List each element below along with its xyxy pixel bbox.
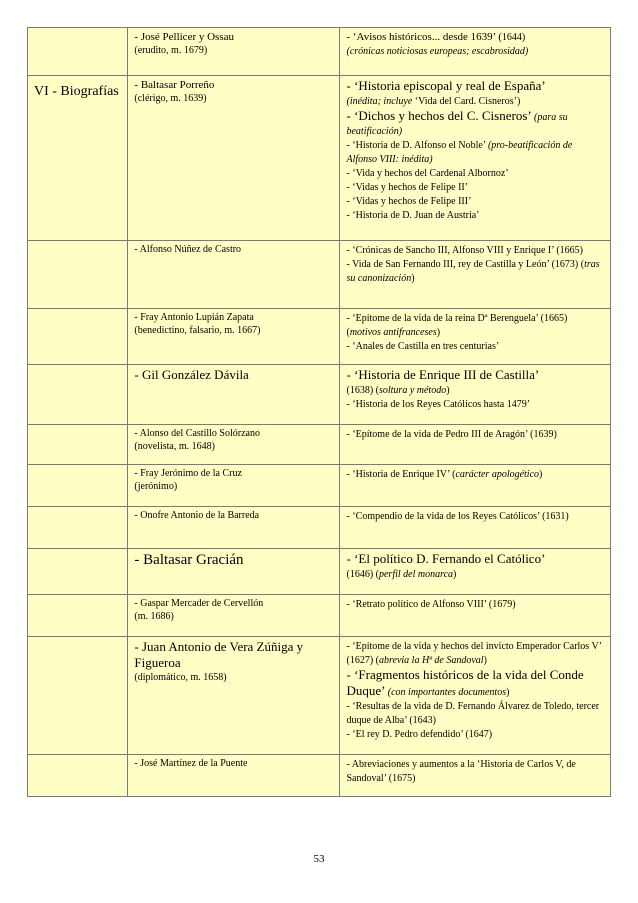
table-row — [28, 241, 611, 309]
work-comment: (con importantes documentos — [387, 687, 507, 698]
author-name: - Fray Antonio Lupián Zapata — [134, 312, 254, 323]
section-cell — [28, 755, 128, 797]
work-text: ) — [411, 273, 415, 284]
author-note: (erudito, m. 1679) — [134, 45, 208, 56]
work-comment: (pro-beatificación de Alfonso VIII: inédita) — [346, 140, 573, 165]
work-line — [346, 367, 604, 383]
author-name: - Alonso del Castillo Solórzano — [134, 428, 260, 439]
work-text: ) — [506, 687, 510, 698]
author-cell — [128, 465, 340, 507]
work-line — [346, 757, 604, 785]
table-row — [28, 595, 611, 637]
section-cell — [28, 365, 128, 425]
work-text: - ‘Historia de los Reyes Católicos hasta 1479’ — [346, 399, 531, 410]
work-text: - ‘Epítome de la vida y hechos del invicto Emperador Carlos V’ (1627) ( — [346, 641, 602, 666]
section-cell — [28, 595, 128, 637]
author-cell — [128, 637, 340, 755]
table-row — [28, 76, 611, 241]
work-line — [346, 727, 604, 741]
works-cell — [340, 425, 611, 465]
work-line — [346, 78, 604, 94]
works-cell — [340, 241, 611, 309]
section-cell — [28, 309, 128, 365]
work-line — [346, 597, 604, 611]
table-row — [28, 637, 611, 755]
author-name: - Juan Antonio de Vera Zúñiga y Figueroa — [134, 639, 304, 670]
work-text: ) — [539, 469, 543, 480]
work-comment: perfil del monarca — [378, 569, 454, 580]
author-cell — [128, 595, 340, 637]
work-line — [346, 44, 604, 58]
table-row — [28, 549, 611, 595]
table-row — [28, 507, 611, 549]
author-cell — [128, 507, 340, 549]
work-text: - ‘Historia de Enrique IV’ ( — [346, 469, 456, 480]
work-line — [346, 138, 604, 166]
section-cell — [28, 465, 128, 507]
author-name: - José Pellicer y Ossau — [134, 31, 234, 43]
work-text: 1644) — [501, 32, 526, 43]
work-comment: abrevia la Hª de Sandoval — [378, 655, 484, 666]
work-text: - ‘Historia de Enrique III de Castilla’ — [346, 367, 540, 382]
works-cell — [340, 549, 611, 595]
work-comment: (inédita; incluye — [346, 96, 415, 107]
work-text: - ‘Anales de Castilla en tres centurias’ — [346, 341, 500, 352]
work-text: - ‘Historia de D. Alfonso el Noble’ — [346, 140, 488, 151]
work-line — [346, 166, 604, 180]
author-cell — [128, 549, 340, 595]
works-cell — [340, 365, 611, 425]
work-text: ) — [436, 327, 441, 338]
work-comment: (crónicas noticiosas europeas; escabrosidad) — [346, 46, 529, 57]
works-cell — [340, 76, 611, 241]
author-note: (m. 1686) — [134, 611, 174, 622]
table-body — [28, 28, 611, 797]
work-line — [346, 108, 604, 138]
section-cell — [28, 76, 128, 241]
section-cell — [28, 28, 128, 76]
section-cell — [28, 637, 128, 755]
work-line — [346, 180, 604, 194]
table-row — [28, 309, 611, 365]
author-note: (novelista, m. 1648) — [134, 441, 215, 452]
work-line — [346, 339, 604, 353]
table-row — [28, 365, 611, 425]
table-row — [28, 755, 611, 797]
author-name: - Gil González Dávila — [134, 367, 249, 382]
work-text: - ‘Dichos y hechos del C. Cisneros’ — [346, 108, 534, 123]
author-note: (clérigo, m. 1639) — [134, 93, 207, 104]
author-note: (benedictino, falsario, m. 1667) — [134, 325, 261, 336]
work-line — [346, 567, 604, 581]
work-text: ) — [453, 569, 457, 580]
work-line — [346, 257, 604, 285]
work-text: (1646) ( — [346, 569, 379, 580]
works-cell — [340, 309, 611, 365]
table-row — [28, 465, 611, 507]
work-text: - Vida de San Fernando III, rey de Castilla y León’ (1673) ( — [346, 259, 585, 270]
author-cell — [128, 309, 340, 365]
work-line — [346, 208, 604, 222]
work-line — [346, 667, 604, 699]
work-text: - ‘Avisos históricos... desde 1639’ ( — [346, 31, 502, 43]
work-text: - ‘Vida y hechos del Cardenal Albornoz’ — [346, 168, 509, 179]
work-comment: tras su canonización — [346, 259, 600, 284]
work-line — [346, 509, 604, 523]
works-cell — [340, 637, 611, 755]
work-line — [346, 699, 604, 727]
section-cell — [28, 549, 128, 595]
author-cell — [128, 241, 340, 309]
work-line — [346, 467, 604, 481]
author-name: - José Martínez de la Puente — [134, 758, 248, 769]
work-text: - ‘El rey D. Pedro defendido’ (1647) — [346, 729, 493, 740]
work-line — [346, 311, 604, 339]
work-text: ‘Vida del Card. Cisneros’) — [414, 96, 521, 107]
work-comment: carácter apologético — [455, 469, 540, 480]
work-text: - ‘Epítome de la vida de la reina Dª Berenguela’ (1665) ( — [346, 313, 568, 338]
work-line — [346, 551, 604, 567]
table-row — [28, 28, 611, 76]
work-text: - ‘Vidas y hechos de Felipe III’ — [346, 196, 472, 207]
work-comment: soltura y método — [378, 385, 447, 396]
author-name: - Alfonso Núñez de Castro — [134, 244, 242, 255]
work-text: - ‘Historia de D. Juan de Austria’ — [346, 210, 480, 221]
author-cell — [128, 76, 340, 241]
work-text: - ‘Epítome de la vida de Pedro III de Aragón’ (1639) — [346, 429, 557, 440]
section-cell — [28, 507, 128, 549]
works-cell — [340, 755, 611, 797]
works-cell — [340, 507, 611, 549]
section-label: VI - Biografías — [34, 84, 119, 99]
works-cell — [340, 465, 611, 507]
works-cell — [340, 595, 611, 637]
work-comment: motivos antifranceses — [349, 327, 437, 338]
works-cell — [340, 28, 611, 76]
author-name: - Gaspar Mercader de Cervellón — [134, 598, 264, 609]
table-row — [28, 425, 611, 465]
author-name: - Baltasar Gracián — [134, 552, 244, 568]
author-cell — [128, 425, 340, 465]
author-name: - Baltasar Porreño — [134, 79, 215, 91]
work-text: - ‘El político D. Fernando el Católico’ — [346, 551, 546, 566]
work-text: - Abreviaciones y aumentos a la ‘Historia de Carlos V, de Sandoval’ (1675) — [346, 759, 576, 784]
work-line — [346, 194, 604, 208]
work-comment: (para su beatificación) — [346, 112, 568, 137]
work-line — [346, 94, 604, 108]
author-note: (diplomático, m. 1658) — [134, 672, 227, 683]
work-line — [346, 30, 604, 44]
work-text: ) — [483, 655, 487, 666]
author-name: - Onofre Antonio de la Barreda — [134, 510, 260, 521]
page-number: 53 — [313, 853, 325, 865]
work-line — [346, 383, 604, 397]
work-text: - ‘Fragmentos históricos de la vida del Conde Duque’ — [346, 667, 584, 698]
author-cell — [128, 28, 340, 76]
work-line — [346, 639, 604, 667]
work-text: - ‘Historia episcopal y real de España’ — [346, 78, 546, 93]
work-text: - ‘Resultas de la vida de D. Fernando Álvarez de Toledo, tercer duque de Alba’ (1643) — [346, 701, 600, 726]
work-text: - ‘Retrato político de Alfonso VIII’ (1679) — [346, 599, 516, 610]
section-cell — [28, 241, 128, 309]
work-text: - ‘Vidas y hechos de Felipe II’ — [346, 182, 469, 193]
author-cell — [128, 365, 340, 425]
history-table — [27, 27, 611, 797]
work-line — [346, 243, 604, 257]
author-note: (jerónimo) — [134, 481, 178, 492]
work-text: - ‘Compendio de la vida de los Reyes Católicos’ (1631) — [346, 511, 569, 522]
work-line — [346, 427, 604, 441]
work-text: ) — [446, 385, 450, 396]
section-cell — [28, 425, 128, 465]
work-line — [346, 397, 604, 411]
author-cell — [128, 755, 340, 797]
work-text: - ‘Crónicas de Sancho III, Alfonso VIII y Enrique I’ (1665) — [346, 245, 583, 256]
work-text: (1638) ( — [346, 385, 379, 396]
author-name: - Fray Jerónimo de la Cruz — [134, 468, 242, 479]
